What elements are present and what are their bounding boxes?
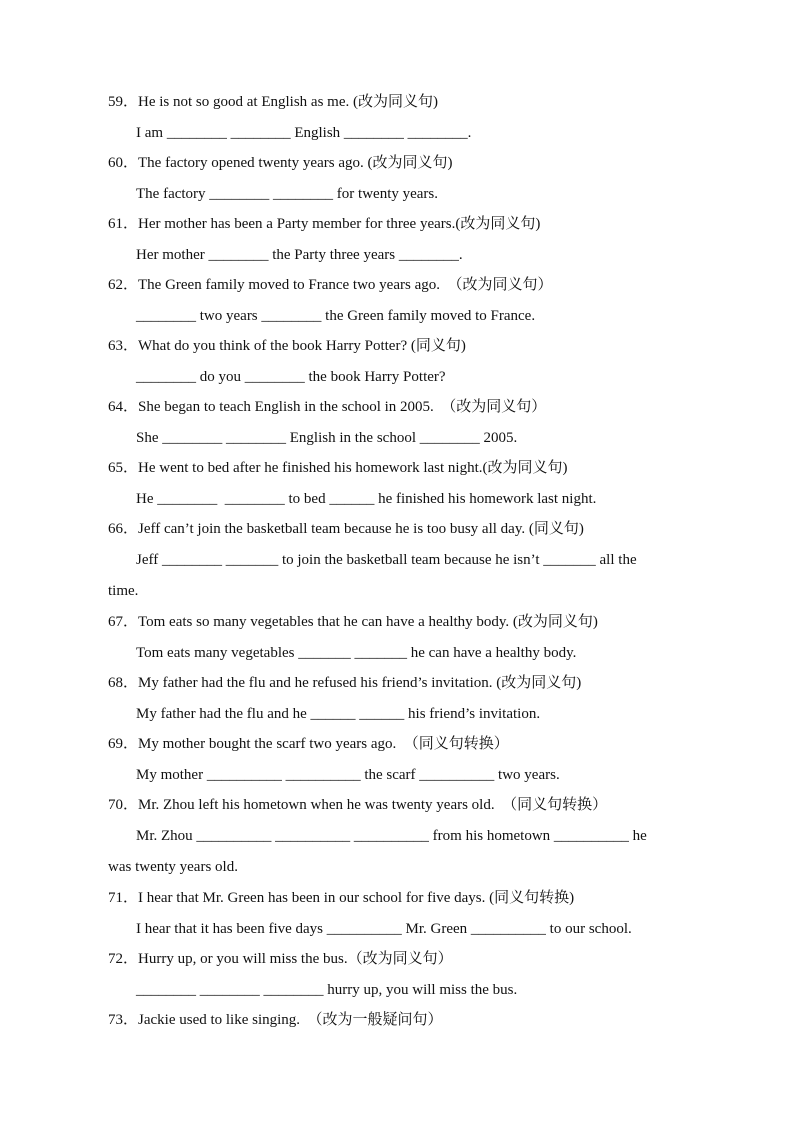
question-67: 67．Tom eats so many vegetables that he can have a healthy body. (改为同义句) — [108, 614, 598, 630]
answer-line-66: Jeff ________ _______ to join the basketball team because he isn’t _______ all the — [136, 552, 637, 568]
answer-line-59: I am ________ ________ English ________ ________. — [136, 125, 472, 141]
question-68: 68．My father had the flu and he refused his friend’s invitation. (改为同义句) — [108, 675, 582, 691]
question-59: 59．He is not so good at English as me. (改为同义句) — [108, 94, 438, 110]
question-73: 73．Jackie used to like singing. （改为一般疑问句） — [108, 1012, 443, 1028]
answer-line-71: I hear that it has been five days __________ Mr. Green __________ to our school. — [136, 921, 632, 937]
question-61: 61．Her mother has been a Party member for three years.(改为同义句) — [108, 216, 541, 232]
question-72: 72．Hurry up, or you will miss the bus.（改为同义句） — [108, 951, 453, 967]
question-70: 70．Mr. Zhou left his hometown when he was twenty years old. （同义句转换） — [108, 797, 608, 813]
answer-line-69: My mother __________ __________ the scarf __________ two years. — [136, 767, 560, 783]
answer-line-63: ________ do you ________ the book Harry Potter? — [136, 369, 446, 385]
question-65: 65．He went to bed after he finished his homework last night.(改为同义句) — [108, 460, 568, 476]
answer-line-67: Tom eats many vegetables _______ _______ he can have a healthy body. — [136, 645, 577, 661]
question-63: 63．What do you think of the book Harry Potter? (同义句) — [108, 338, 466, 354]
question-71: 71．I hear that Mr. Green has been in our school for five days. (同义句转换) — [108, 890, 575, 906]
answer-line-60: The factory ________ ________ for twenty years. — [136, 186, 439, 202]
answer-line-70-continued: was twenty years old. — [108, 859, 238, 875]
answer-line-70: Mr. Zhou __________ __________ __________ from his hometown __________ he — [136, 828, 647, 844]
question-60: 60．The factory opened twenty years ago. (改为同义句) — [108, 155, 453, 171]
answer-line-61: Her mother ________ the Party three years ________. — [136, 247, 463, 263]
answer-line-66-continued: time. — [108, 583, 139, 599]
answer-line-65: He ________ ________ to bed ______ he finished his homework last night. — [136, 491, 597, 507]
question-62: 62．The Green family moved to France two years ago. （改为同义句） — [108, 277, 553, 293]
answer-line-72: ________ ________ ________ hurry up, you will miss the bus. — [136, 982, 518, 998]
answer-line-68: My father had the flu and he ______ ______ his friend’s invitation. — [136, 706, 541, 722]
question-64: 64．She began to teach English in the school in 2005. （改为同义句） — [108, 399, 547, 415]
answer-line-62: ________ two years ________ the Green family moved to France. — [136, 308, 536, 324]
question-69: 69．My mother bought the scarf two years ago. （同义句转换） — [108, 736, 509, 752]
answer-line-64: She ________ ________ English in the school ________ 2005. — [136, 430, 518, 446]
question-66: 66．Jeff can’t join the basketball team because he is too busy all day. (同义句) — [108, 521, 584, 537]
